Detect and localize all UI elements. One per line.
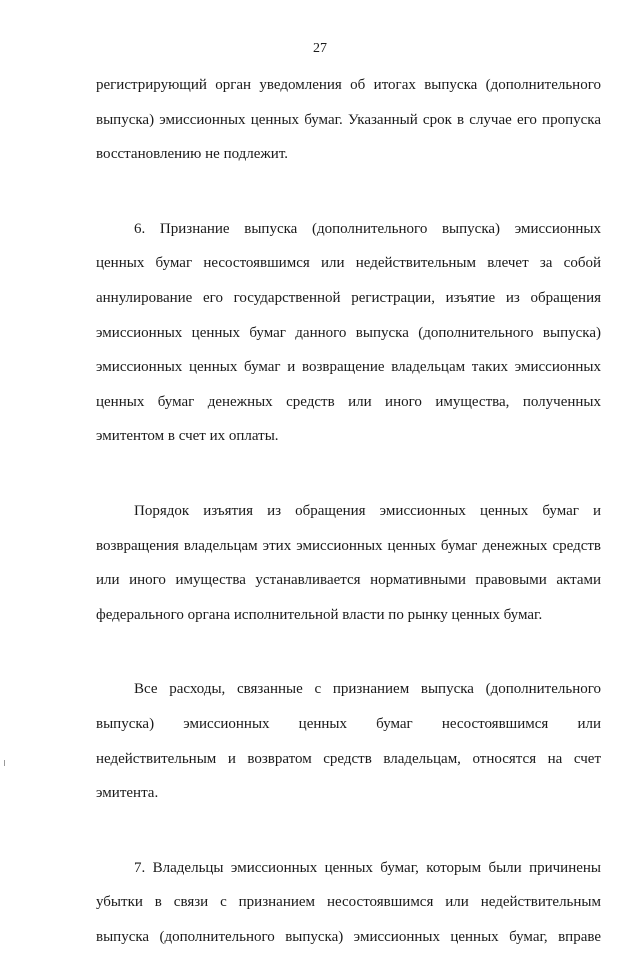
- text-line: эмитентом в счет их оплаты.: [96, 428, 279, 445]
- paragraph-gap: [96, 817, 601, 857]
- text-line: Порядок изъятия из обращения эмиссионных ценных бумаг и: [134, 502, 601, 519]
- text-line: ценных бумаг несостоявшимся или недействительным влечет за собой: [96, 255, 601, 272]
- text-line: возвращения владельцам этих эмиссионных ценных бумаг денежных средств: [96, 537, 601, 554]
- paragraph-gap: [96, 638, 601, 678]
- text-line: эмитента.: [96, 785, 159, 802]
- text-line: регистрирующий орган уведомления об итогах выпуска (дополнительного: [96, 77, 601, 93]
- text-line: недействительным и возвратом средств владельцам, относятся на счет: [96, 750, 601, 767]
- text-line: эмиссионных ценных бумаг данного выпуска (дополнительного выпуска): [96, 324, 601, 341]
- text-line: убытки в связи с признанием несостоявшимся или недействительным: [96, 894, 601, 911]
- text-line: федерального органа исполнительной власти по рынку ценных бумаг.: [96, 606, 543, 623]
- text-line: восстановлению не подлежит.: [96, 146, 289, 163]
- paragraph-gap: [96, 178, 601, 218]
- paragraph-gap: [96, 460, 601, 500]
- text-line: выпуска) эмиссионных ценных бумаг. Указанный срок в случае его пропуска: [96, 111, 601, 128]
- scan-edge-mark: [4, 760, 5, 766]
- document-body: [96, 74, 601, 960]
- text-line: 6. Признание выпуска (дополнительного выпуска) эмиссионных: [134, 220, 601, 237]
- page-number: 27: [313, 41, 327, 56]
- text-line: Все расходы, связанные с признанием выпуска (дополнительного: [134, 681, 601, 698]
- text-line: или иного имущества устанавливается нормативными правовыми актами: [96, 572, 601, 589]
- text-line: выпуска) эмиссионных ценных бумаг несостоявшимся или: [96, 715, 601, 732]
- text-line: аннулирование его государственной регистрации, изъятие из обращения: [96, 289, 601, 306]
- text-line: эмиссионных ценных бумаг и возвращение владельцам таких эмиссионных: [96, 359, 601, 376]
- text-line: ценных бумаг денежных средств или иного имущества, полученных: [96, 393, 601, 410]
- text-line: выпуска (дополнительного выпуска) эмиссионных ценных бумаг, вправе: [96, 928, 601, 945]
- text-line: 7. Владельцы эмиссионных ценных бумаг, которым были причинены: [134, 859, 601, 876]
